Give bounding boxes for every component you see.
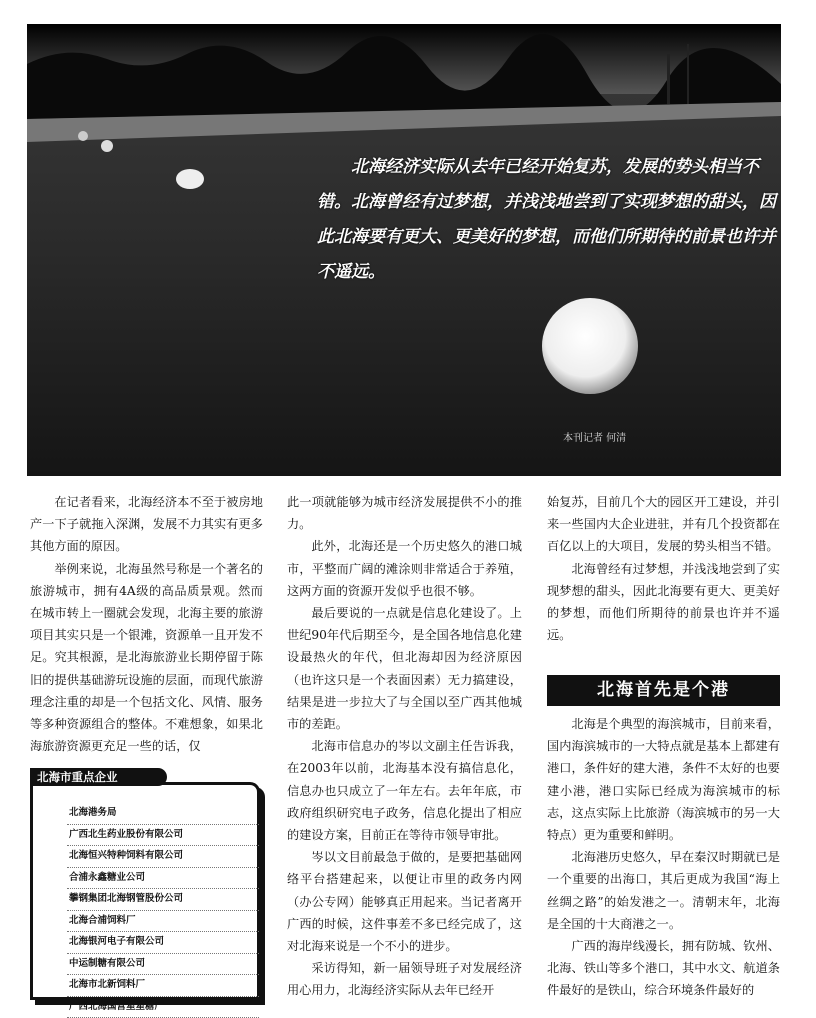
paragraph: 此一项就能够为城市经济发展提供不小的推力。	[287, 491, 522, 535]
list-item: 北海恒兴特种饲料有限公司	[67, 846, 259, 868]
pull-quote-text: 北海经济实际从去年已经开始复苏，发展的势头相当不错。北海曾经有过梦想，并浅浅地尝到了实现梦想的甜头，因此北海要有更大、更美好的梦想，而他们所期待的前景也许并不遥远。	[317, 150, 777, 290]
enterprise-sidebar	[30, 768, 266, 1000]
section-heading: 北海首先是个港	[547, 675, 780, 706]
paragraph: 举例来说，北海虽然号称是一个著名的旅游城市，拥有4A级的高品质景观。然而在城市转上一圈就会发现，北海主要的旅游项目其实只是一个银滩，资源单一且开发不足。究其根源，是北海旅游业长期停留于陈旧的提供基础游玩设施的层面，而现代旅游理念注重的却是一个包括文化、风情、服务等多种资源组合的整体。不难想象，如果北海旅游资源更充足一些的话，仅	[30, 558, 263, 758]
paragraph: 北海港历史悠久，早在秦汉时期就已是一个重要的出海口，其后更成为我国“海上丝绸之路”的始发港之一。清朝末年，北海是全国的十大商港之一。	[547, 846, 780, 935]
paragraph: 最后要说的一点就是信息化建设了。上世纪90年代后期至今，是全国各地信息化建设最热火的年代，但北海却因为经济原因（也许这只是一个表面因素）无力搞建设，结果是进一步拉大了与全国以至广西其他城市的差距。	[287, 602, 522, 735]
paragraph: 始复苏，目前几个大的园区开工建设，并引来一些国内大企业进驻，并有几个投资都在百亿以上的大项目，发展的势头相当不错。	[547, 491, 780, 558]
list-item: 合浦永鑫糖业公司	[67, 868, 259, 890]
paragraph: 广西的海岸线漫长，拥有防城、钦州、北海、铁山等多个港口，其中水文、航道条件最好的是铁山，综合环境条件最好的	[547, 935, 780, 1002]
list-item: 北海银河电子有限公司	[67, 932, 259, 954]
list-item: 广西北生药业股份有限公司	[67, 825, 259, 847]
pull-quote	[317, 150, 777, 290]
list-item: 北海合浦饲料厂	[67, 911, 259, 933]
paragraph: 此外，北海还是一个历史悠久的港口城市，平整而广阔的滩涂则非常适合于养殖，这两方面的资源开发似乎也很不够。	[287, 535, 522, 602]
paragraph: 采访得知，新一届领导班子对发展经济用心用力，北海经济实际从去年已经开	[287, 957, 522, 1001]
paragraph: 岑以文目前最急于做的，是要把基础网络平台搭建起来，以便让市里的政务内网（办公专网）能够真正用起来。当记者离开广西的时候，这件事差不多已经完成了，这对北海来说是一个不小的进步。	[287, 846, 522, 957]
list-item: 北海港务局	[67, 803, 259, 825]
text-column-3-continued	[547, 713, 780, 1002]
list-item: 中运制糖有限公司	[67, 954, 259, 976]
text-column-2	[287, 491, 522, 1002]
paragraph: 北海市信息办的岑以文副主任告诉我，在2003年以前，北海基本没有搞信息化，信息办也只成立了一年左右。去年年底，市政府组织研究电子政务，信息化提出了相应的建设方案，目前正在等待市领导审批。	[287, 735, 522, 846]
list-item: 广西北海国营星星糖厂	[67, 997, 259, 1018]
paragraph: 北海曾经有过梦想，并浅浅地尝到了实现梦想的甜头，因此北海要有更大、更美好的梦想，而他们所期待的前景也许并不遥远。	[547, 558, 780, 647]
header-photo	[27, 24, 781, 476]
enterprise-list	[67, 803, 259, 1018]
text-column-1	[30, 491, 263, 757]
enterprise-title: 北海市重点企业	[30, 768, 167, 786]
text-column-3	[547, 491, 780, 646]
enterprise-box	[30, 782, 260, 1000]
paragraph: 在记者看来，北海经济本不至于被房地产一下子就拖入深渊，发展不力其实有更多其他方面的原因。	[30, 491, 263, 558]
list-item: 攀钢集团北海钢管股份公司	[67, 889, 259, 911]
photo-credit: 本刊记者 何清	[563, 429, 626, 444]
list-item: 北海市北新饲料厂	[67, 975, 259, 997]
paragraph: 北海是个典型的海滨城市，目前来看，国内海滨城市的一大特点就是基本上都建有港口，条件好的建大港，条件不太好的也要建小港，港口实际已经成为海滨城市的标志，这点实际上比旅游（海滨城市的另一大特点）更为重要和鲜明。	[547, 713, 780, 846]
